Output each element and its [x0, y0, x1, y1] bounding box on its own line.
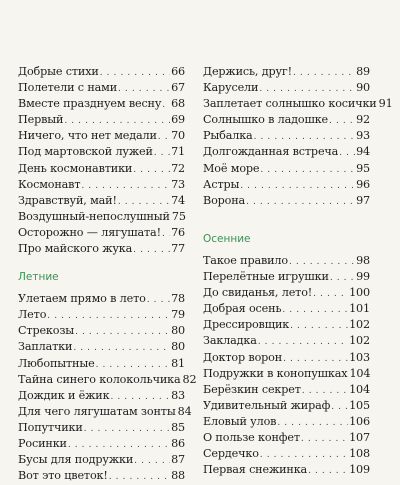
toc-entry — [18, 356, 185, 372]
toc-entry — [18, 80, 185, 96]
toc-entry-title: Любопытные — [18, 356, 95, 370]
toc-entry-title: Бусы для подружки — [18, 453, 134, 467]
toc-entry — [18, 339, 185, 355]
toc-entry-page: 77 — [171, 242, 185, 256]
toc-entry-title: Под мартовской лужей — [18, 145, 153, 159]
toc-entry — [18, 193, 185, 209]
toc-entry-title: До свиданья, лето! — [203, 286, 313, 300]
toc-entry-title: Удивительный жираф — [203, 398, 331, 412]
toc-entry-title: Закладка — [203, 334, 257, 348]
section-heading-summer: Летние — [18, 271, 59, 284]
toc-entry — [203, 128, 370, 144]
toc-entry — [18, 209, 185, 225]
toc-entry-title: Солнышко в ладошке — [203, 113, 329, 127]
toc-entry-page: 66 — [171, 65, 185, 78]
dot-leader — [109, 469, 170, 485]
toc-entry — [18, 388, 185, 404]
toc-entry-page: 107 — [349, 430, 370, 444]
toc-entry — [203, 350, 370, 366]
toc-entry-page: 105 — [349, 398, 370, 412]
toc-entry-title: Осторожно — лягушата! — [18, 225, 161, 239]
toc-entry — [203, 112, 370, 128]
dot-leader — [330, 270, 355, 286]
toc-entries-spring — [18, 64, 185, 257]
toc-entry — [203, 414, 370, 430]
toc-right-column — [203, 64, 393, 478]
dot-leader — [73, 340, 170, 356]
toc-entry — [18, 307, 185, 323]
dot-leader — [259, 81, 355, 97]
toc-entry-page: 78 — [171, 292, 185, 306]
toc-entry-title: Здравствуй, май! — [18, 193, 117, 207]
toc-entry-page: 95 — [356, 161, 370, 175]
toc-entry-title: Воздушный-непослушный — [18, 209, 170, 223]
toc-entry-page: 69 — [171, 113, 185, 127]
section-heading-autumn: Осенние — [203, 232, 251, 245]
toc-entry-title: Тайна синего колокольчика — [18, 372, 181, 386]
toc-entry — [203, 301, 370, 317]
toc-entry-title: Подружки в конопушках — [203, 366, 348, 380]
dot-leader — [289, 254, 355, 270]
dot-leader — [283, 351, 348, 367]
toc-entry-page: 93 — [356, 129, 370, 143]
toc-entry — [18, 241, 185, 257]
toc-entry — [203, 333, 370, 349]
toc-left-column — [18, 64, 197, 484]
toc-entry-title: Берёзкин секрет — [203, 382, 301, 396]
toc-entry-page: 72 — [171, 161, 185, 175]
toc-entry-page: 97 — [356, 193, 370, 207]
dot-leader — [133, 242, 170, 258]
toc-entry-page: 80 — [171, 324, 185, 338]
toc-entry — [203, 430, 370, 446]
toc-entry — [18, 420, 185, 436]
toc-entry — [203, 382, 370, 398]
toc-entry — [18, 436, 185, 452]
dot-leader — [147, 292, 170, 308]
toc-entry-title: Заплатки — [18, 340, 73, 354]
toc-entry — [203, 269, 370, 285]
toc-entry-title: Моё море — [203, 161, 260, 175]
toc-entry-title: Росинки — [18, 436, 67, 450]
dot-leader — [110, 389, 170, 405]
dot-leader — [118, 194, 170, 210]
dot-leader — [282, 302, 348, 318]
dot-leader — [329, 113, 355, 129]
toc-entry-page: 83 — [171, 388, 185, 402]
toc-entry-page: 75 — [171, 209, 186, 223]
toc-entry-page: 109 — [349, 463, 370, 477]
dot-leader — [246, 194, 355, 210]
toc-entry-title: Лето — [18, 308, 47, 322]
toc-entry — [18, 128, 185, 144]
toc-entry-page: 67 — [171, 81, 185, 95]
toc-entry-title: Дрессировщик — [203, 318, 290, 332]
toc-entry — [203, 285, 370, 301]
toc-entry-title: Долгожданная встреча — [203, 145, 339, 159]
toc-entry-page: 98 — [356, 253, 370, 267]
toc-entry-page: 89 — [356, 65, 370, 78]
toc-entry-page: 94 — [356, 145, 370, 159]
toc-entry-title: Вместе празднуем весну — [18, 97, 162, 111]
spacer — [203, 209, 370, 225]
dot-leader — [313, 286, 348, 302]
dot-leader — [84, 421, 170, 437]
dot-leader — [81, 178, 170, 194]
dot-leader — [254, 129, 355, 145]
dot-leader — [162, 226, 170, 242]
toc-entry — [203, 253, 370, 269]
toc-entry-page: 108 — [349, 447, 370, 461]
toc-entry — [18, 225, 185, 241]
toc-entry-title: Перелётные игрушки — [203, 270, 329, 284]
dot-leader — [96, 357, 170, 373]
toc-entry-page: 91 — [378, 97, 393, 111]
dot-leader — [100, 65, 170, 81]
toc-entry-page: 102 — [349, 334, 370, 348]
toc-entry — [18, 112, 185, 128]
toc-entry-title: Добрые стихи — [18, 65, 99, 78]
toc-entry — [203, 144, 370, 160]
dot-leader — [260, 162, 355, 178]
toc-entry — [18, 372, 197, 388]
toc-entry — [18, 468, 185, 484]
dot-leader — [240, 178, 355, 194]
toc-entries-autumn — [203, 253, 370, 478]
toc-entry-page: 99 — [356, 270, 370, 284]
toc-entry-page: 70 — [171, 129, 185, 143]
toc-entry-title: Первый — [18, 113, 64, 127]
toc-entry — [203, 64, 370, 80]
dot-leader — [162, 97, 170, 113]
toc-entry-page: 68 — [171, 97, 185, 111]
toc-entries-summer-cont — [203, 64, 393, 209]
toc-entries-summer — [18, 291, 197, 484]
dot-leader — [118, 81, 170, 97]
toc-entry — [18, 323, 185, 339]
toc-entry — [203, 161, 370, 177]
toc-entry-page: 104 — [349, 366, 371, 380]
toc-entry-title: Про майского жука — [18, 242, 133, 256]
toc-entry-title: Сердечко — [203, 447, 259, 461]
toc-entry — [203, 366, 370, 382]
dot-leader — [277, 415, 348, 431]
toc-entry-title: Вот это цветок! — [18, 469, 108, 483]
dot-leader — [258, 334, 348, 350]
toc-entry-page: 84 — [177, 404, 192, 418]
toc-entry — [18, 96, 185, 112]
toc-entry-title: Дождик и ёжик — [18, 388, 110, 402]
dot-leader — [331, 399, 348, 415]
toc-entry-title: Карусели — [203, 81, 259, 95]
toc-entry — [18, 452, 185, 468]
dot-leader — [158, 129, 170, 145]
toc-entry — [203, 80, 370, 96]
toc-entry-page: 87 — [171, 453, 185, 467]
toc-entry-page: 80 — [171, 340, 185, 354]
toc-entry-title: Стрекозы — [18, 324, 75, 338]
toc-entry — [203, 462, 370, 478]
toc-entry-title: Ворона — [203, 193, 246, 207]
toc-entry-page: 100 — [349, 286, 370, 300]
dot-leader — [301, 431, 348, 447]
dot-leader — [293, 65, 355, 81]
toc-entry-page: 74 — [171, 193, 185, 207]
toc-entry — [18, 177, 185, 193]
toc-entry-page: 71 — [171, 145, 185, 159]
dot-leader — [290, 318, 348, 334]
toc-entry-page: 73 — [171, 177, 185, 191]
toc-entry — [203, 317, 370, 333]
toc-entry — [203, 177, 370, 193]
toc-entry-title: Первая снежинка — [203, 463, 308, 477]
toc-entry-title: Улетаем прямо в лето — [18, 292, 146, 306]
toc-entry-title: Для чего лягушатам зонты — [18, 404, 176, 418]
dot-leader — [133, 162, 170, 178]
toc-entry-title: День космонавтики — [18, 161, 133, 175]
toc-entry-page: 86 — [171, 436, 185, 450]
dot-leader — [64, 113, 170, 129]
dot-leader — [154, 145, 170, 161]
toc-entry-page: 88 — [171, 469, 185, 483]
toc-entry-page: 76 — [171, 225, 185, 239]
dot-leader — [260, 447, 348, 463]
toc-entry — [203, 446, 370, 462]
toc-entry-title: О пользе конфет — [203, 430, 300, 444]
toc-entry-page: 96 — [356, 177, 370, 191]
toc-entry-page: 92 — [356, 113, 370, 127]
toc-entry-page: 85 — [171, 420, 185, 434]
toc-entry — [18, 161, 185, 177]
dot-leader — [75, 324, 170, 340]
toc-entry-title: Попутчики — [18, 420, 83, 434]
toc-entry-title: Еловый улов — [203, 414, 277, 428]
toc-entry-page: 82 — [182, 372, 197, 386]
toc-entry-page: 101 — [349, 302, 370, 316]
toc-entry-title: Такое правило — [203, 253, 288, 267]
toc-entry — [18, 144, 185, 160]
toc-entry — [203, 96, 393, 112]
toc-entry-title: Заплетает солнышко косички — [203, 97, 377, 111]
toc-entry — [18, 404, 192, 420]
toc-entry-page: 103 — [349, 350, 370, 364]
toc-entry — [203, 398, 370, 414]
toc-entry-page: 90 — [356, 81, 370, 95]
dot-leader — [302, 383, 348, 399]
toc-entry-title: Рыбалка — [203, 129, 253, 143]
toc-entry — [203, 193, 370, 209]
toc-entry — [18, 64, 185, 80]
toc-entry-title: Ничего, что нет медали — [18, 129, 157, 143]
toc-entry-page: 106 — [349, 414, 370, 428]
dot-leader — [308, 463, 348, 479]
dot-leader — [339, 145, 355, 161]
dot-leader — [68, 437, 170, 453]
toc-entry-page: 102 — [349, 318, 370, 332]
dot-leader — [47, 308, 170, 324]
toc-entry-page: 79 — [171, 308, 185, 322]
toc-entry-title: Полетели с нами — [18, 81, 118, 95]
toc-entry-title: Доктор ворон — [203, 350, 283, 364]
toc-entry-page: 81 — [171, 356, 185, 370]
dot-leader — [134, 453, 170, 469]
toc-entry-title: Добрая осень — [203, 302, 282, 316]
toc-entry — [18, 291, 185, 307]
toc-entry-page: 104 — [349, 382, 370, 396]
toc-entry-title: Космонавт — [18, 177, 81, 191]
toc-entry-title: Держись, друг! — [203, 65, 292, 78]
toc-entry-title: Астры — [203, 177, 240, 191]
